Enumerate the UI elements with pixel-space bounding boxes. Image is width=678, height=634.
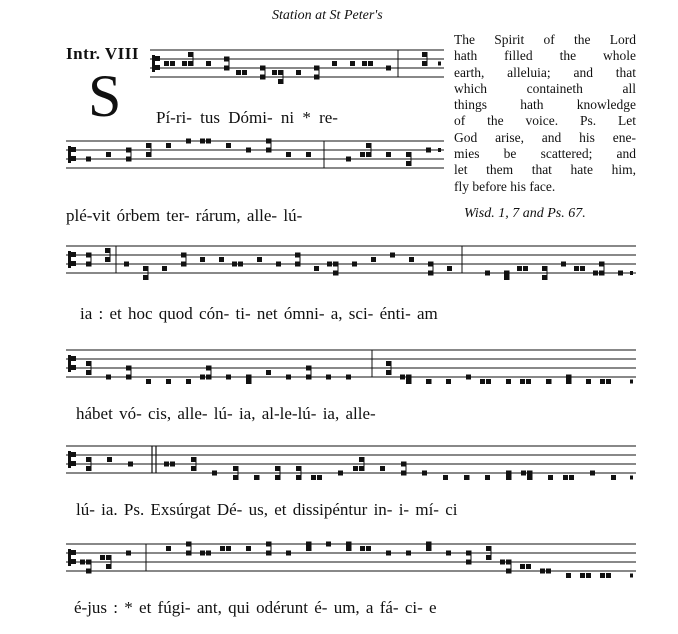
clef-icon	[71, 550, 76, 555]
custos-mark	[630, 271, 633, 275]
neume-note	[443, 475, 448, 480]
neume-note	[200, 375, 205, 380]
neume-note	[326, 375, 331, 380]
neume-note	[371, 257, 376, 262]
neume-note	[566, 573, 571, 578]
neume-note	[188, 61, 193, 66]
neume-note	[360, 152, 365, 157]
neume-note	[406, 551, 411, 556]
neume-note	[106, 375, 111, 380]
neume-note	[546, 379, 551, 384]
clef-icon	[68, 355, 71, 372]
neume-note	[233, 466, 238, 471]
neume-note	[143, 275, 148, 280]
neume-note	[206, 61, 211, 66]
clef-icon	[71, 559, 76, 564]
neume-note	[350, 61, 355, 66]
neume-note	[86, 457, 91, 462]
neume-note	[504, 271, 509, 276]
neume-note	[599, 262, 604, 267]
station-heading: Station at St Peter's	[272, 8, 383, 23]
neume-note	[246, 546, 251, 551]
neume-note	[527, 471, 532, 476]
neume-note	[206, 551, 211, 556]
neume-note	[446, 379, 451, 384]
neume-note	[306, 542, 311, 547]
neume-note	[618, 271, 623, 276]
neume-note	[126, 375, 131, 380]
neume-note	[105, 248, 110, 253]
neume-note	[266, 551, 271, 556]
neume-note	[386, 152, 391, 157]
music-staff	[66, 538, 636, 598]
neume-note	[526, 379, 531, 384]
neume-note	[126, 157, 131, 162]
neume-note	[580, 266, 585, 271]
neume-note	[164, 462, 169, 467]
neume-note	[401, 462, 406, 467]
neume-note	[311, 475, 316, 480]
neume-note	[606, 379, 611, 384]
clef-icon	[68, 549, 71, 566]
neume-note	[181, 262, 186, 267]
neume-note	[266, 139, 271, 144]
neume-note	[485, 271, 490, 276]
neume-note	[226, 375, 231, 380]
neume-note	[220, 546, 225, 551]
neume-note	[182, 61, 187, 66]
neume-note	[563, 475, 568, 480]
neume-note	[206, 139, 211, 144]
clef-icon	[152, 55, 155, 72]
translation-text	[454, 32, 636, 195]
custos-mark	[630, 380, 633, 384]
neume-note	[353, 466, 358, 471]
neume-note	[106, 564, 111, 569]
music-staff	[66, 135, 444, 195]
neume-note	[580, 573, 585, 578]
clef-icon	[68, 451, 71, 468]
neume-note	[464, 475, 469, 480]
neume-note	[146, 143, 151, 148]
neume-note	[426, 546, 431, 551]
lyric-line: hábet vó- cis, alle- lú- ia, al-le-lú- ia, alle-	[76, 404, 376, 423]
neume-note	[447, 266, 452, 271]
translation-line: God arise, and his ene-	[454, 129, 636, 145]
neume-note	[306, 375, 311, 380]
neume-note	[257, 257, 262, 262]
neume-note	[232, 262, 237, 267]
neume-note	[266, 370, 271, 375]
neume-note	[166, 143, 171, 148]
clef-icon	[71, 365, 76, 370]
translation-line: hath filled the whole	[454, 48, 636, 64]
neume-note	[523, 266, 528, 271]
neume-note	[486, 379, 491, 384]
neume-note	[124, 262, 129, 267]
neume-note	[236, 70, 241, 75]
initial-letter: S	[88, 63, 122, 129]
clef-icon	[71, 156, 76, 161]
neume-note	[606, 573, 611, 578]
neume-note	[188, 52, 193, 57]
neume-note	[593, 271, 598, 276]
neume-note	[566, 379, 571, 384]
neume-note	[520, 564, 525, 569]
neume-note	[186, 542, 191, 547]
mode-label: Intr. VIII	[66, 44, 140, 63]
lyric-line: ia : et hoc quod cón- ti- net ómni- a, sci- énti- am	[80, 304, 438, 323]
translation-line: earth, alleluia; and that	[454, 64, 636, 80]
neume-note	[246, 375, 251, 380]
neume-note	[107, 457, 112, 462]
neume-note	[366, 152, 371, 157]
neume-note	[386, 361, 391, 366]
translation-line: which containeth all	[454, 80, 636, 96]
translation-line: mies be scattered; and	[454, 146, 636, 162]
neume-note	[206, 366, 211, 371]
neume-note	[86, 253, 91, 258]
neume-note	[200, 139, 205, 144]
neume-note	[486, 555, 491, 560]
neume-note	[246, 148, 251, 153]
neume-note	[143, 266, 148, 271]
neume-note	[105, 257, 110, 262]
neume-note	[586, 573, 591, 578]
neume-note	[186, 551, 191, 556]
neume-note	[359, 466, 364, 471]
neume-note	[366, 546, 371, 551]
neume-note	[191, 457, 196, 462]
translation-line: fly before his face.	[454, 178, 556, 194]
neume-note	[526, 564, 531, 569]
neume-note	[406, 152, 411, 157]
neume-note	[278, 79, 283, 84]
neume-note	[406, 375, 411, 380]
neume-note	[286, 551, 291, 556]
neume-note	[360, 546, 365, 551]
neume-note	[295, 262, 300, 267]
neume-note	[295, 253, 300, 258]
neume-note	[466, 560, 471, 565]
clef-icon	[71, 261, 76, 266]
translation-line: The Spirit of the Lord	[454, 32, 636, 47]
lyric-line: é-jus : * et fúgi- ant, qui odérunt é- um, a fá- ci- e	[74, 598, 437, 617]
neume-note	[275, 475, 280, 480]
neume-note	[599, 271, 604, 276]
neume-note	[86, 370, 91, 375]
neume-note	[590, 471, 595, 476]
neume-note	[275, 466, 280, 471]
neume-note	[260, 75, 265, 80]
neume-note	[206, 375, 211, 380]
neume-note	[296, 475, 301, 480]
neume-note	[170, 462, 175, 467]
neume-note	[506, 475, 511, 480]
neume-note	[86, 560, 91, 565]
neume-note	[540, 569, 545, 574]
neume-note	[224, 66, 229, 71]
neume-note	[506, 471, 511, 476]
neume-note	[500, 560, 505, 565]
neume-note	[146, 152, 151, 157]
neume-note	[446, 551, 451, 556]
custos-mark	[630, 476, 633, 480]
neume-note	[200, 551, 205, 556]
neume-note	[521, 471, 526, 476]
neume-note	[233, 475, 238, 480]
neume-note	[286, 375, 291, 380]
neume-note	[314, 66, 319, 71]
music-staff	[66, 344, 636, 404]
neume-note	[542, 275, 547, 280]
neume-note	[306, 366, 311, 371]
neume-note	[170, 61, 175, 66]
neume-note	[296, 70, 301, 75]
neume-note	[506, 560, 511, 565]
translation-line: let them that hate him,	[454, 162, 636, 178]
neume-note	[406, 161, 411, 166]
neume-note	[346, 157, 351, 162]
neume-note	[574, 266, 579, 271]
neume-note	[333, 271, 338, 276]
neume-note	[332, 61, 337, 66]
neume-note	[276, 262, 281, 267]
neume-note	[278, 70, 283, 75]
neume-note	[86, 361, 91, 366]
neume-note	[428, 271, 433, 276]
clef-icon	[71, 461, 76, 466]
neume-note	[326, 542, 331, 547]
clef-icon	[71, 252, 76, 257]
neume-note	[181, 253, 186, 258]
neume-note	[506, 569, 511, 574]
neume-note	[212, 471, 217, 476]
clef-icon	[71, 147, 76, 152]
custos-mark	[438, 62, 441, 66]
neume-note	[126, 366, 131, 371]
neume-note	[466, 551, 471, 556]
neume-note	[128, 462, 133, 467]
neume-note	[409, 257, 414, 262]
neume-note	[100, 555, 105, 560]
neume-note	[346, 542, 351, 547]
neume-note	[254, 475, 259, 480]
neume-note	[566, 375, 571, 380]
neume-note	[242, 70, 247, 75]
neume-note	[266, 148, 271, 153]
translation-line: things hath knowledge	[454, 97, 636, 113]
neume-note	[362, 61, 367, 66]
clef-icon	[71, 452, 76, 457]
neume-note	[542, 266, 547, 271]
neume-note	[164, 61, 169, 66]
custos-mark	[438, 148, 441, 152]
neume-note	[346, 546, 351, 551]
neume-note	[561, 262, 566, 267]
neume-note	[390, 253, 395, 258]
neume-note	[426, 542, 431, 547]
neume-note	[186, 139, 191, 144]
neume-note	[314, 75, 319, 80]
neume-note	[306, 152, 311, 157]
neume-note	[306, 546, 311, 551]
clef-icon	[68, 251, 71, 268]
neume-note	[296, 466, 301, 471]
neume-note	[380, 466, 385, 471]
neume-note	[126, 148, 131, 153]
neume-note	[406, 379, 411, 384]
translation-citation: Wisd. 1, 7 and Ps. 67.	[464, 206, 586, 221]
neume-note	[520, 379, 525, 384]
neume-note	[272, 70, 277, 75]
neume-note	[486, 546, 491, 551]
neume-note	[166, 546, 171, 551]
neume-note	[586, 379, 591, 384]
neume-note	[333, 262, 338, 267]
neume-note	[506, 379, 511, 384]
neume-note	[146, 379, 151, 384]
neume-note	[600, 573, 605, 578]
neume-note	[466, 375, 471, 380]
neume-note	[191, 466, 196, 471]
neume-note	[86, 466, 91, 471]
music-staff	[150, 44, 444, 104]
neume-note	[226, 546, 231, 551]
neume-note	[80, 560, 85, 565]
neume-note	[106, 555, 111, 560]
neume-note	[352, 262, 357, 267]
neume-note	[504, 275, 509, 280]
custos-mark	[630, 574, 633, 578]
neume-note	[611, 475, 616, 480]
lyric-line: lú- ia. Ps. Exsúrgat Dé- us, et dissipéntur in- i- mí- ci	[76, 500, 458, 519]
neume-note	[186, 379, 191, 384]
neume-note	[238, 262, 243, 267]
neume-note	[480, 379, 485, 384]
neume-note	[314, 266, 319, 271]
neume-note	[401, 471, 406, 476]
clef-icon	[155, 56, 160, 61]
music-staff	[66, 240, 636, 300]
neume-note	[286, 152, 291, 157]
neume-note	[338, 471, 343, 476]
clef-icon	[71, 356, 76, 361]
neume-note	[400, 375, 405, 380]
neume-note	[346, 375, 351, 380]
translation-line: of the voice. Ps. Let	[454, 113, 636, 129]
lyric-line: plé-vit órbem ter- rárum, alle- lú-	[66, 206, 303, 225]
neume-note	[386, 370, 391, 375]
neume-note	[422, 471, 427, 476]
clef-icon	[68, 146, 71, 163]
neume-note	[517, 266, 522, 271]
neume-note	[224, 57, 229, 62]
neume-note	[600, 379, 605, 384]
neume-note	[386, 66, 391, 71]
music-staff	[66, 440, 636, 500]
neume-note	[126, 551, 131, 556]
neume-note	[162, 266, 167, 271]
neume-note	[246, 379, 251, 384]
neume-note	[422, 52, 427, 57]
neume-note	[527, 475, 532, 480]
neume-note	[226, 143, 231, 148]
neume-note	[422, 61, 427, 66]
neume-note	[86, 569, 91, 574]
neume-note	[569, 475, 574, 480]
neume-note	[86, 262, 91, 267]
lyric-line: Pí-ri- tus Dómi- ni * re-	[156, 108, 338, 127]
neume-note	[359, 457, 364, 462]
neume-note	[266, 542, 271, 547]
neume-note	[366, 143, 371, 148]
neume-note	[106, 152, 111, 157]
neume-note	[426, 379, 431, 384]
neume-note	[485, 475, 490, 480]
neume-note	[548, 475, 553, 480]
neume-note	[386, 551, 391, 556]
neume-note	[546, 569, 551, 574]
neume-note	[317, 475, 322, 480]
neume-note	[426, 148, 431, 153]
neume-note	[260, 66, 265, 71]
neume-note	[327, 262, 332, 267]
neume-note	[200, 257, 205, 262]
neume-note	[428, 262, 433, 267]
clef-icon	[155, 65, 160, 70]
neume-note	[368, 61, 373, 66]
neume-note	[219, 257, 224, 262]
neume-note	[86, 157, 91, 162]
neume-note	[166, 379, 171, 384]
